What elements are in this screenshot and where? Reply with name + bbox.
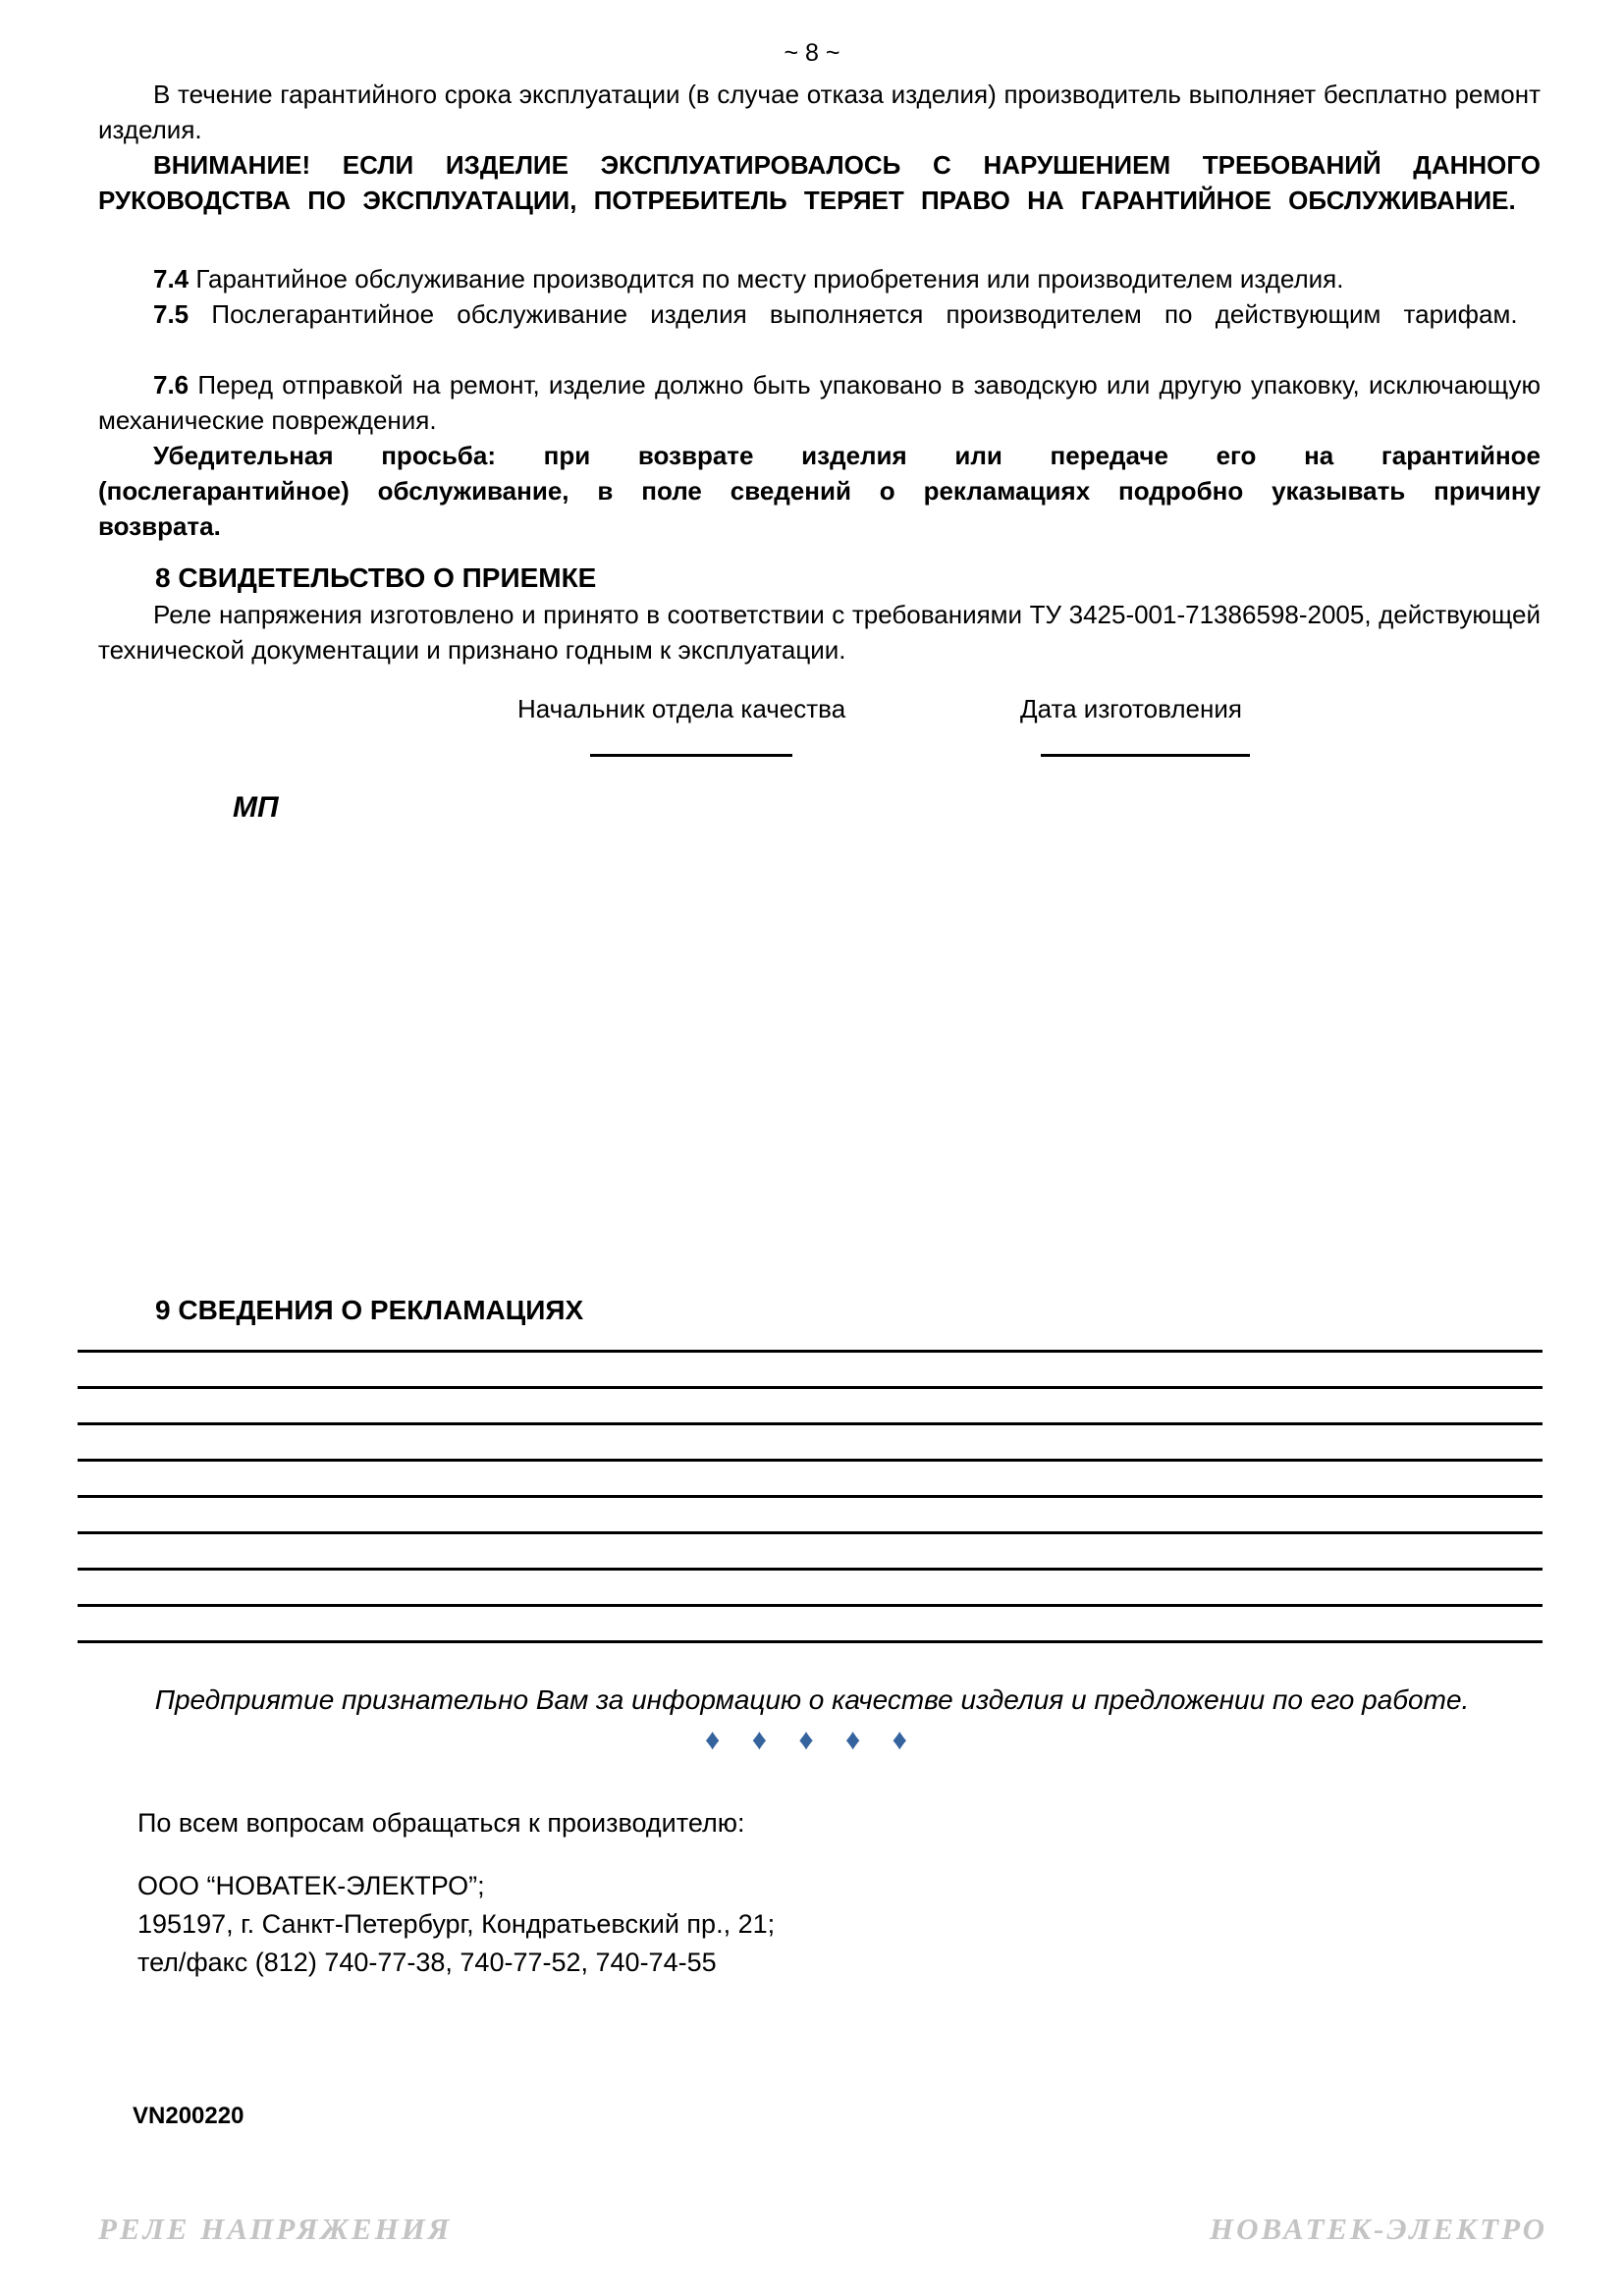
company-name: ООО “НОВАТЕК-ЭЛЕКТРО”; [137, 1871, 485, 1900]
contacts-intro: По всем вопросам обращаться к производителю: [137, 1808, 745, 1838]
reclamation-blank-line [78, 1568, 1543, 1571]
document-code: VN200220 [133, 2103, 244, 2129]
reclamation-blank-line [78, 1422, 1543, 1425]
item-text: Послегарантийное обслуживание изделия выполняется производителем по действующим тарифам. [211, 299, 1518, 329]
acceptance-paragraph: Реле напряжения изготовлено и принято в соответствии с требованиями ТУ 3425-001-71386598-2005, действующей технической документации и признано годным к эксплуатации. [98, 600, 1541, 665]
reclamation-blank-line [78, 1531, 1543, 1534]
thanks-note: Предприятие признательно Вам за информацию о качестве изделия и предложении по его работе. [154, 1684, 1470, 1715]
manufacture-date-label: Дата изготовления [1020, 694, 1242, 723]
reclamation-blank-line [78, 1604, 1543, 1607]
reclamation-blank-line [78, 1495, 1543, 1498]
warranty-item-7-6 [98, 367, 1541, 438]
stamp-place-label: МП [233, 791, 279, 824]
warranty-item-7-4 [98, 261, 1541, 296]
item-text: Гарантийное обслуживание производится по месту приобретения или производителем изделия. [195, 264, 1344, 294]
reclamation-blank-line [78, 1459, 1543, 1462]
reclamation-blank-line [78, 1386, 1543, 1389]
quality-chief-label: Начальник отдела качества [517, 694, 846, 723]
item-text: Перед отправкой на ремонт, изделие должно быть упаковано в заводскую или другую упаковку, исключающую механические повреждения. [98, 370, 1541, 435]
warranty-item-7-5 [98, 296, 1541, 332]
return-request-paragraph: Убедительная просьба: при возврате изделия или передаче его на гарантийное (послегарантийное) обслуживание, в поле сведений о рекламациях подробно указывать причину возврата. [98, 441, 1541, 541]
item-number: 7.5 [153, 299, 189, 329]
item-number: 7.4 [153, 264, 189, 294]
reclamation-blank-line [78, 1350, 1543, 1353]
page-number: ~ 8 ~ [784, 39, 840, 67]
quality-chief-signature-line [590, 754, 792, 757]
item-number: 7.6 [153, 370, 189, 400]
warranty-intro-paragraph: В течение гарантийного срока эксплуатации (в случае отказа изделия) производитель выполняет бесплатно ремонт изделия. [98, 80, 1541, 144]
reclamation-blank-line [78, 1640, 1543, 1643]
company-phone: тел/факс (812) 740-77-38, 740-77-52, 740-74-55 [137, 1948, 717, 1977]
section-8-heading: 8 СВИДЕТЕЛЬСТВО О ПРИЕМКЕ [155, 562, 597, 593]
section-9-heading: 9 СВЕДЕНИЯ О РЕКЛАМАЦИЯХ [155, 1295, 584, 1325]
company-address: 195197, г. Санкт-Петербург, Кондратьевский пр., 21; [137, 1909, 776, 1939]
manufacture-date-signature-line [1041, 754, 1250, 757]
warranty-warning-paragraph: ВНИМАНИЕ! ЕСЛИ ИЗДЕЛИЕ ЭКСПЛУАТИРОВАЛОСЬ С НАРУШЕНИЕМ ТРЕБОВАНИЙ ДАННОГО РУКОВОДСТВА ПО ЭКСПЛУАТАЦИИ, ПОТРЕБИТЕЛЬ ТЕРЯЕТ ПРАВО НА ГАРАНТИЙНОЕ ОБСЛУЖИВАНИЕ. [98, 150, 1541, 215]
diamond-divider-icon: ♦ ♦ ♦ ♦ ♦ [705, 1724, 919, 1756]
footer-right-watermark: НОВАТЕК-ЭЛЕКТРО [1209, 2212, 1547, 2246]
footer-left-watermark: РЕЛЕ НАПРЯЖЕНИЯ [98, 2212, 453, 2246]
reclamation-lines-block [78, 1350, 1543, 1677]
